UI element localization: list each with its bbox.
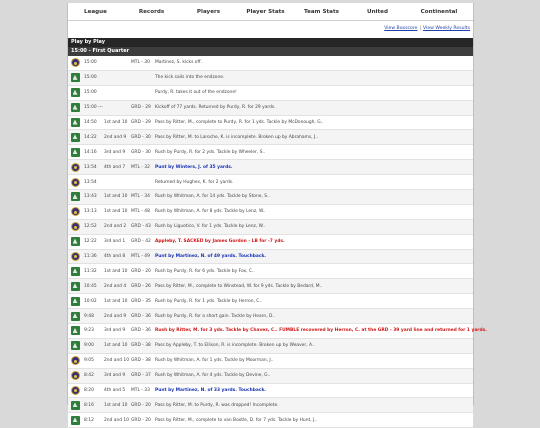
grd-team-logo-icon (71, 416, 80, 425)
mtl-team-logo-icon (71, 178, 80, 187)
grd-team-logo-icon (71, 312, 80, 321)
grd-team-logo-icon (71, 133, 80, 142)
play-down: 1st and 10 (104, 298, 128, 304)
nav-players[interactable]: Players (196, 8, 221, 15)
play-description: Rush by Purdy, R. for 6 yds. Tackle by Fox, C.. (155, 268, 255, 274)
play-row (68, 116, 473, 131)
play-spot: MTL - 30 (131, 60, 150, 66)
grd-team-logo-icon (71, 401, 80, 410)
play-row (68, 220, 473, 235)
play-time: 15:00 --- (84, 105, 103, 111)
play-row (68, 369, 473, 384)
play-row (68, 354, 473, 369)
play-description: Martinez, S. kicks off. (155, 60, 202, 66)
play-row (68, 264, 473, 279)
play-time: 12:52 (84, 224, 97, 230)
play-spot: GRD - 38 (131, 358, 151, 364)
play-time: 14:22 (84, 134, 97, 140)
play-spot: MTL - 32 (131, 164, 150, 170)
mtl-team-logo-icon (71, 386, 80, 395)
play-description: Rush by Liguotico, V. for 1 yds. Tackle by Lenz, W.. (155, 224, 266, 230)
quarter-header: 15:00 - First Quarter (68, 47, 473, 56)
play-row (68, 279, 473, 294)
play-spot: GRD - 43 (131, 224, 151, 230)
mtl-team-logo-icon (71, 58, 80, 67)
play-down: 4th and 7 (104, 164, 126, 170)
play-row (68, 294, 473, 309)
play-description: Pass by Ritter, M. to Purdy, R. was dropped! Incomplete. (155, 402, 279, 408)
play-spot: GRD - 35 (131, 298, 151, 304)
play-description: Rush by Whitman, A. for 4 yds. Tackle by Devine, G.. (155, 373, 271, 379)
play-description: Punt by Martinez, N. of 49 yards. Touchback. (155, 254, 267, 260)
play-time: 9:05 (84, 358, 94, 364)
play-time: 9:00 (84, 343, 94, 349)
play-spot: MTL - 49 (131, 254, 150, 260)
mtl-team-logo-icon (71, 222, 80, 231)
play-spot: GRD - 42 (131, 239, 151, 245)
play-spot: MTL - 48 (131, 209, 150, 215)
play-down: 2nd and 9 (104, 134, 127, 140)
mtl-team-logo-icon (71, 356, 80, 365)
play-spot: GRD - 37 (131, 373, 151, 379)
nav-continental[interactable]: Continental (420, 8, 458, 15)
play-time: 9:48 (84, 313, 94, 319)
play-description: Pass by Appleby, T. to Ellison, R. is incomplete. Broken up by Weaver, A.. (155, 343, 315, 349)
play-time: 8:42 (84, 373, 94, 379)
play-spot: MTL - 34 (131, 194, 150, 200)
play-time: 11:32 (84, 268, 97, 274)
play-time: 13:43 (84, 194, 97, 200)
grd-team-logo-icon (71, 88, 80, 97)
play-down: 1st and 10 (104, 268, 128, 274)
play-down: 3rd and 9 (104, 328, 126, 334)
play-time: 11:36 (84, 254, 97, 260)
play-description: Pass by Ritter, M. to Laroche, K. is incomplete. Broken up by Abrahams, J.. (155, 134, 319, 140)
play-spot: GRD - 29 (131, 105, 151, 111)
play-spot: GRD - 30 (131, 134, 151, 140)
play-description: Pass by Ritter, M., complete to van Boxtle, D. for 7 yds. Tackle by Hunt, J.. (155, 417, 318, 423)
grd-team-logo-icon (71, 297, 80, 306)
play-row (68, 324, 487, 339)
play-row (68, 339, 473, 354)
play-description: Rush by Purdy, R. for 1 yds. Tackle by Herron, C.. (155, 298, 263, 304)
play-spot: GRD - 29 (131, 120, 151, 125)
play-description: Returned by Hughes, K. for 2 yards. (155, 179, 234, 185)
play-row (68, 398, 473, 413)
grd-team-logo-icon (71, 341, 80, 350)
play-down: 1st and 10 (104, 194, 128, 200)
play-time: 8:12 (84, 417, 94, 423)
play-description: Rush by Whitman, A. for 8 yds. Tackle by Lenz, W.. (155, 209, 266, 215)
play-down: 2nd and 10 (104, 417, 130, 423)
play-down: 4th and 5 (104, 388, 126, 394)
play-list (68, 56, 487, 428)
play-spot: GRD - 20 (131, 417, 151, 423)
link-separator: | (419, 26, 421, 31)
nav-team-stats[interactable]: Team Stats (304, 8, 339, 15)
play-description: The kick sails into the endzone. (155, 75, 225, 81)
play-down: 3rd and 9 (104, 373, 126, 379)
play-row (68, 175, 473, 190)
play-spot: GRD - 26 (131, 283, 151, 289)
grd-team-logo-icon (71, 267, 80, 276)
play-time: 10:45 (84, 283, 97, 289)
play-time: 10:02 (84, 298, 97, 304)
play-time: 13:54 (84, 164, 97, 170)
play-row (68, 205, 473, 220)
nav-league[interactable]: League (84, 8, 107, 15)
play-row (68, 384, 473, 399)
play-row (68, 190, 473, 205)
mtl-team-logo-icon (71, 163, 80, 172)
play-description: Pass by Ritter, M., complete to Purdy, R. for 1 yds. Tackle by McDonough, G.. (155, 120, 324, 125)
play-down: 2nd and 9 (104, 313, 127, 319)
play-down: 1st and 10 (104, 209, 128, 215)
play-time: 15:00 (84, 60, 97, 66)
play-spot: MTL - 33 (131, 388, 150, 394)
play-spot: GRD - 20 (131, 402, 151, 408)
nav-records[interactable]: Records (138, 8, 165, 15)
play-row (68, 413, 473, 428)
play-by-play-header: Play by Play (68, 38, 473, 47)
main-panel (67, 3, 487, 423)
play-description: Pass by Ritter, M., complete to Winstead, W. for 9 yds. Tackle by Bedard, M.. (155, 283, 323, 289)
play-description: Rush by Purdy, R. for a short gain. Tackle by Hearn, D.. (155, 313, 276, 319)
play-row (68, 145, 473, 160)
play-description: Rush by Ritter, M. for 3 yds. Tackle by Chavez, C.. FUMBLE recovered by Herron, C. at the GRD - 39 yard line and returned for 1 yards. (155, 328, 487, 334)
play-description: Rush by Purdy, R. for 2 yds. Tackle by Wheeler, S.. (155, 149, 266, 155)
play-spot: GRD - 36 (131, 328, 151, 334)
play-down: 2nd and 4 (104, 283, 127, 289)
nav-united[interactable]: United (367, 8, 388, 15)
play-row (68, 56, 473, 71)
play-down: 1st and 10 (104, 343, 128, 349)
play-time: 14:16 (84, 149, 97, 155)
nav-player-stats[interactable]: Player Stats (246, 8, 285, 15)
play-row (68, 235, 473, 250)
play-row (68, 86, 473, 101)
play-down: 3rd and 9 (104, 149, 126, 155)
grd-team-logo-icon (71, 282, 80, 291)
play-description: Appleby, T. SACKED by James Gordon - LB for -7 yds. (155, 239, 285, 245)
view-boxscore-link[interactable]: View Boxscore (384, 26, 418, 31)
play-description: Rush by Whitman, A. for 1 yds. Tackle by Moorman, J.. (155, 358, 274, 364)
grd-team-logo-icon (71, 326, 80, 335)
play-description: Kickoff of 77 yards. Returned by Purdy, R. for 29 yards. (155, 105, 276, 111)
play-time: 13:54 (84, 179, 97, 185)
play-time: 15:00 (84, 75, 97, 81)
play-spot: GRD - 20 (131, 268, 151, 274)
play-time: 12:22 (84, 239, 97, 245)
play-time: 14:50 (84, 120, 97, 125)
play-time: 8:20 (84, 388, 94, 394)
top-navigation (68, 3, 473, 21)
play-description: Punt by Martinez, N. of 33 yards. Touchback. (155, 388, 267, 394)
grd-team-logo-icon (71, 148, 80, 157)
play-spot: GRD - 36 (131, 313, 151, 319)
grd-team-logo-icon (71, 103, 80, 112)
play-description: Punt by Winters, J. of 35 yards. (155, 164, 233, 170)
grd-team-logo-icon (71, 192, 80, 201)
mtl-team-logo-icon (71, 207, 80, 216)
play-spot: GRD - 30 (131, 149, 151, 155)
play-row (68, 130, 473, 145)
play-down: 4th and 8 (104, 254, 126, 260)
play-row (68, 101, 473, 116)
grd-team-logo-icon (71, 118, 80, 127)
mtl-team-logo-icon (71, 252, 80, 261)
play-time: 8:16 (84, 402, 94, 408)
play-time: 9:23 (84, 328, 94, 334)
play-time: 13:13 (84, 209, 97, 215)
play-row (68, 250, 473, 265)
mtl-team-logo-icon (71, 371, 80, 380)
play-down: 2nd and 2 (104, 224, 127, 230)
play-spot: GRD - 38 (131, 343, 151, 349)
play-row (68, 71, 473, 86)
play-down: 3rd and 1 (104, 239, 126, 245)
play-row (68, 160, 473, 175)
grd-team-logo-icon (71, 73, 80, 82)
play-down: 1st and 10 (104, 402, 128, 408)
play-time: 15:00 (84, 90, 97, 96)
play-description: Purdy, R. takes it out of the endzone! (155, 90, 237, 96)
play-description: Rush by Whitman, A. for 14 yds. Tackle by Stone, S.. (155, 194, 270, 200)
play-down: 2nd and 10 (104, 358, 130, 364)
play-down: 1st and 10 (104, 120, 128, 125)
report-links (68, 26, 473, 35)
view-weekly-results-link[interactable]: View Weekly Results (423, 26, 470, 31)
grd-team-logo-icon (71, 237, 80, 246)
play-row (68, 309, 473, 324)
